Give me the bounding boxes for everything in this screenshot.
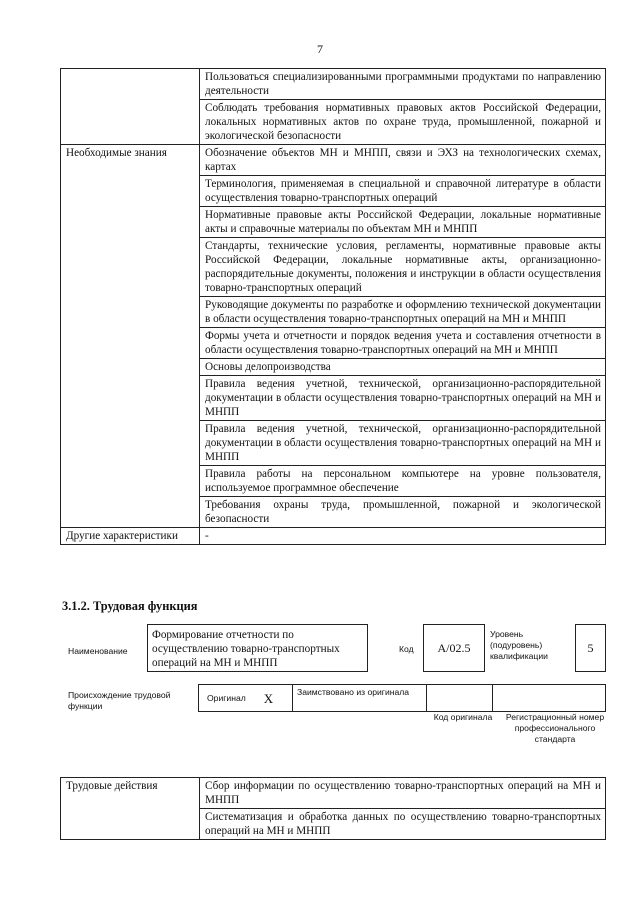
row-label-knowledge: Необходимые знания xyxy=(61,145,200,528)
original-label: Оригинал xyxy=(207,692,246,703)
function-name-box: Формирование отчетности по осуществлению товарно-транспортных операций на МН и МНПП xyxy=(147,624,368,672)
table-cell: Руководящие документы по разработке и оформлению технической документации в области осуществления товарно-транспортных операций на МН и МНПП xyxy=(200,297,606,328)
name-label: Наименование xyxy=(68,646,128,656)
table-row xyxy=(61,778,606,809)
table-cell: Стандарты, технические условия, регламенты, нормативные правовые акты Российской Федерации, локальные нормативные акты, организационно-распорядительные документы, положения и инструкции в области осуществления товарно-транспортных операций xyxy=(200,238,606,297)
origin-code-cell xyxy=(427,685,493,711)
reg-caption: Регистрационный номер профессионального стандарта xyxy=(505,712,605,744)
level-box: 5 xyxy=(575,624,606,672)
function-code-box: A/02.5 xyxy=(423,624,485,672)
table-cell: Обозначение объектов МН и МНПП, связи и ЭХЗ на технологических схемах, картах xyxy=(200,145,606,176)
table-cell: Систематизация и обработка данных по осуществлению товарно-транспортных операций на МН и МНПП xyxy=(200,809,606,840)
table-cell: Правила ведения учетной, технической, организационно-распорядительной документации в области осуществления товарно-транспортных операций на МН и МНПП xyxy=(200,421,606,466)
section-title: 3.1.2. Трудовая функция xyxy=(62,599,198,613)
table-row xyxy=(61,528,606,545)
code-caption: Код оригинала xyxy=(433,712,493,722)
table-cell: Соблюдать требования нормативных правовых актов Российской Федерации, локальных нормативных актов по охране труда, промышленной, пожарной и экологической безопасности xyxy=(200,100,606,145)
origin-original-cell xyxy=(199,685,293,711)
original-mark: X xyxy=(263,690,274,706)
table-cell: Требования охраны труда, промышленной, пожарной и экологической безопасности xyxy=(200,497,606,528)
table-cell: Нормативные правовые акты Российской Федерации, локальные нормативные акты и справочные материалы по объектам МН и МНПП xyxy=(200,207,606,238)
row-label xyxy=(61,69,200,145)
origin-reg-cell xyxy=(493,685,605,711)
table-cell: Формы учета и отчетности и порядок ведения учета и составления отчетности в области осуществления товарно-транспортных операций на МН и МНПП xyxy=(200,328,606,359)
origin-strip xyxy=(198,684,606,712)
table-cell: - xyxy=(200,528,606,545)
borrowed-label: Заимствовано из оригинала xyxy=(293,685,427,711)
actions-label: Трудовые действия xyxy=(61,778,200,840)
origin-label: Происхождение трудовой функции xyxy=(68,690,171,711)
table-cell: Терминология, применяемая в специальной и справочной литературе в области осуществления товарно-транспортных операций xyxy=(200,176,606,207)
row-label-other: Другие характеристики xyxy=(61,528,200,545)
code-label: Код xyxy=(399,644,414,654)
actions-table xyxy=(60,777,606,840)
table-row xyxy=(61,69,606,100)
page-number: 7 xyxy=(317,42,323,56)
table-row xyxy=(61,145,606,176)
table-cell: Пользоваться специализированными программными продуктами по направлению деятельности xyxy=(200,69,606,100)
table-cell: Сбор информации по осуществлению товарно-транспортных операций на МН и МНПП xyxy=(200,778,606,809)
table-cell: Основы делопроизводства xyxy=(200,359,606,376)
table-cell: Правила ведения учетной, технической, организационно-распорядительной документации в области осуществления товарно-транспортных операций на МН и МНПП xyxy=(200,376,606,421)
table-cell: Правила работы на персональном компьютере на уровне пользователя, используемое программное обеспечение xyxy=(200,466,606,497)
level-label: Уровень (подуровень) квалификации xyxy=(490,629,548,661)
knowledge-table xyxy=(60,68,606,545)
